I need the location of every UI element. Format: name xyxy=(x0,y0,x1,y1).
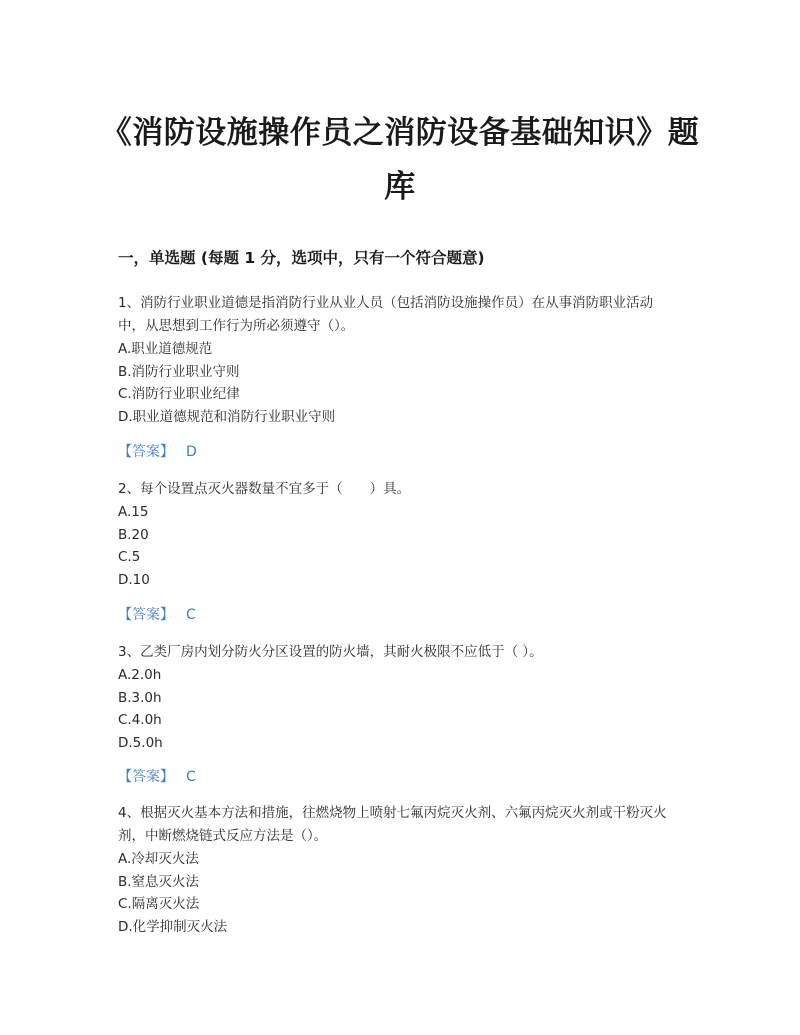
answer-tag: 【答案】 xyxy=(118,769,174,785)
question-1 xyxy=(118,292,680,429)
question-3-answer xyxy=(118,765,196,789)
answer-value: C xyxy=(186,607,196,623)
answer-value: C xyxy=(186,769,196,785)
question-2-stem: 2、每个设置点灭火器数量不宜多于（ ）具。 xyxy=(118,481,411,497)
answer-tag: 【答案】 xyxy=(118,444,174,460)
question-1-option-b: B.消防行业职业守则 xyxy=(118,363,240,380)
question-3-option-b: B.3.0h xyxy=(118,689,162,706)
question-2-option-b: B.20 xyxy=(118,526,149,543)
question-2-option-d: D.10 xyxy=(118,572,150,589)
question-3-option-d: D.5.0h xyxy=(118,735,163,752)
question-3-stem: 3、乙类厂房内划分防火分区设置的防火墙，其耐火极限不应低于（ ）。 xyxy=(118,644,543,660)
question-1-option-c: C.消防行业职业纪律 xyxy=(118,386,240,403)
question-1-stem: 1、消防行业职业道德是指消防行业从业人员（包括消防设施操作员）在从事消防职业活动中，从思想到工作行为所必须遵守（）。 xyxy=(118,295,654,334)
question-2 xyxy=(118,478,680,592)
question-1-answer xyxy=(118,440,197,464)
question-1-option-a: A.职业道德规范 xyxy=(118,341,213,357)
question-3-option-c: C.4.0h xyxy=(118,712,162,729)
answer-tag: 【答案】 xyxy=(118,607,174,623)
question-2-option-a: A.15 xyxy=(118,504,149,520)
question-2-answer xyxy=(118,603,196,627)
question-3-option-a: A.2.0h xyxy=(118,667,162,683)
section-heading: 一，单选题 (每题 1 分，选项中，只有一个符合题意) xyxy=(118,249,485,267)
question-4-option-c: C.隔离灭火法 xyxy=(118,896,200,913)
document-title: 《消防设施操作员之消防设备基础知识》题库 xyxy=(100,115,700,205)
question-4-option-b: B.窒息灭火法 xyxy=(118,873,200,890)
answer-value: D xyxy=(186,444,197,460)
question-3 xyxy=(118,641,680,755)
question-4-stem: 4、根据灭火基本方法和措施，往燃烧物上喷射七氟丙烷灭火剂、六氟丙烷灭火剂或干粉灭火剂，中断燃烧链式反应方法是（）。 xyxy=(118,805,667,844)
question-1-option-d: D.职业道德规范和消防行业职业守则 xyxy=(118,409,336,426)
question-4 xyxy=(118,802,680,939)
question-4-option-d: D.化学抑制灭火法 xyxy=(118,919,228,936)
question-4-option-a: A.冷却灭火法 xyxy=(118,851,199,867)
question-2-option-c: C.5 xyxy=(118,549,141,566)
